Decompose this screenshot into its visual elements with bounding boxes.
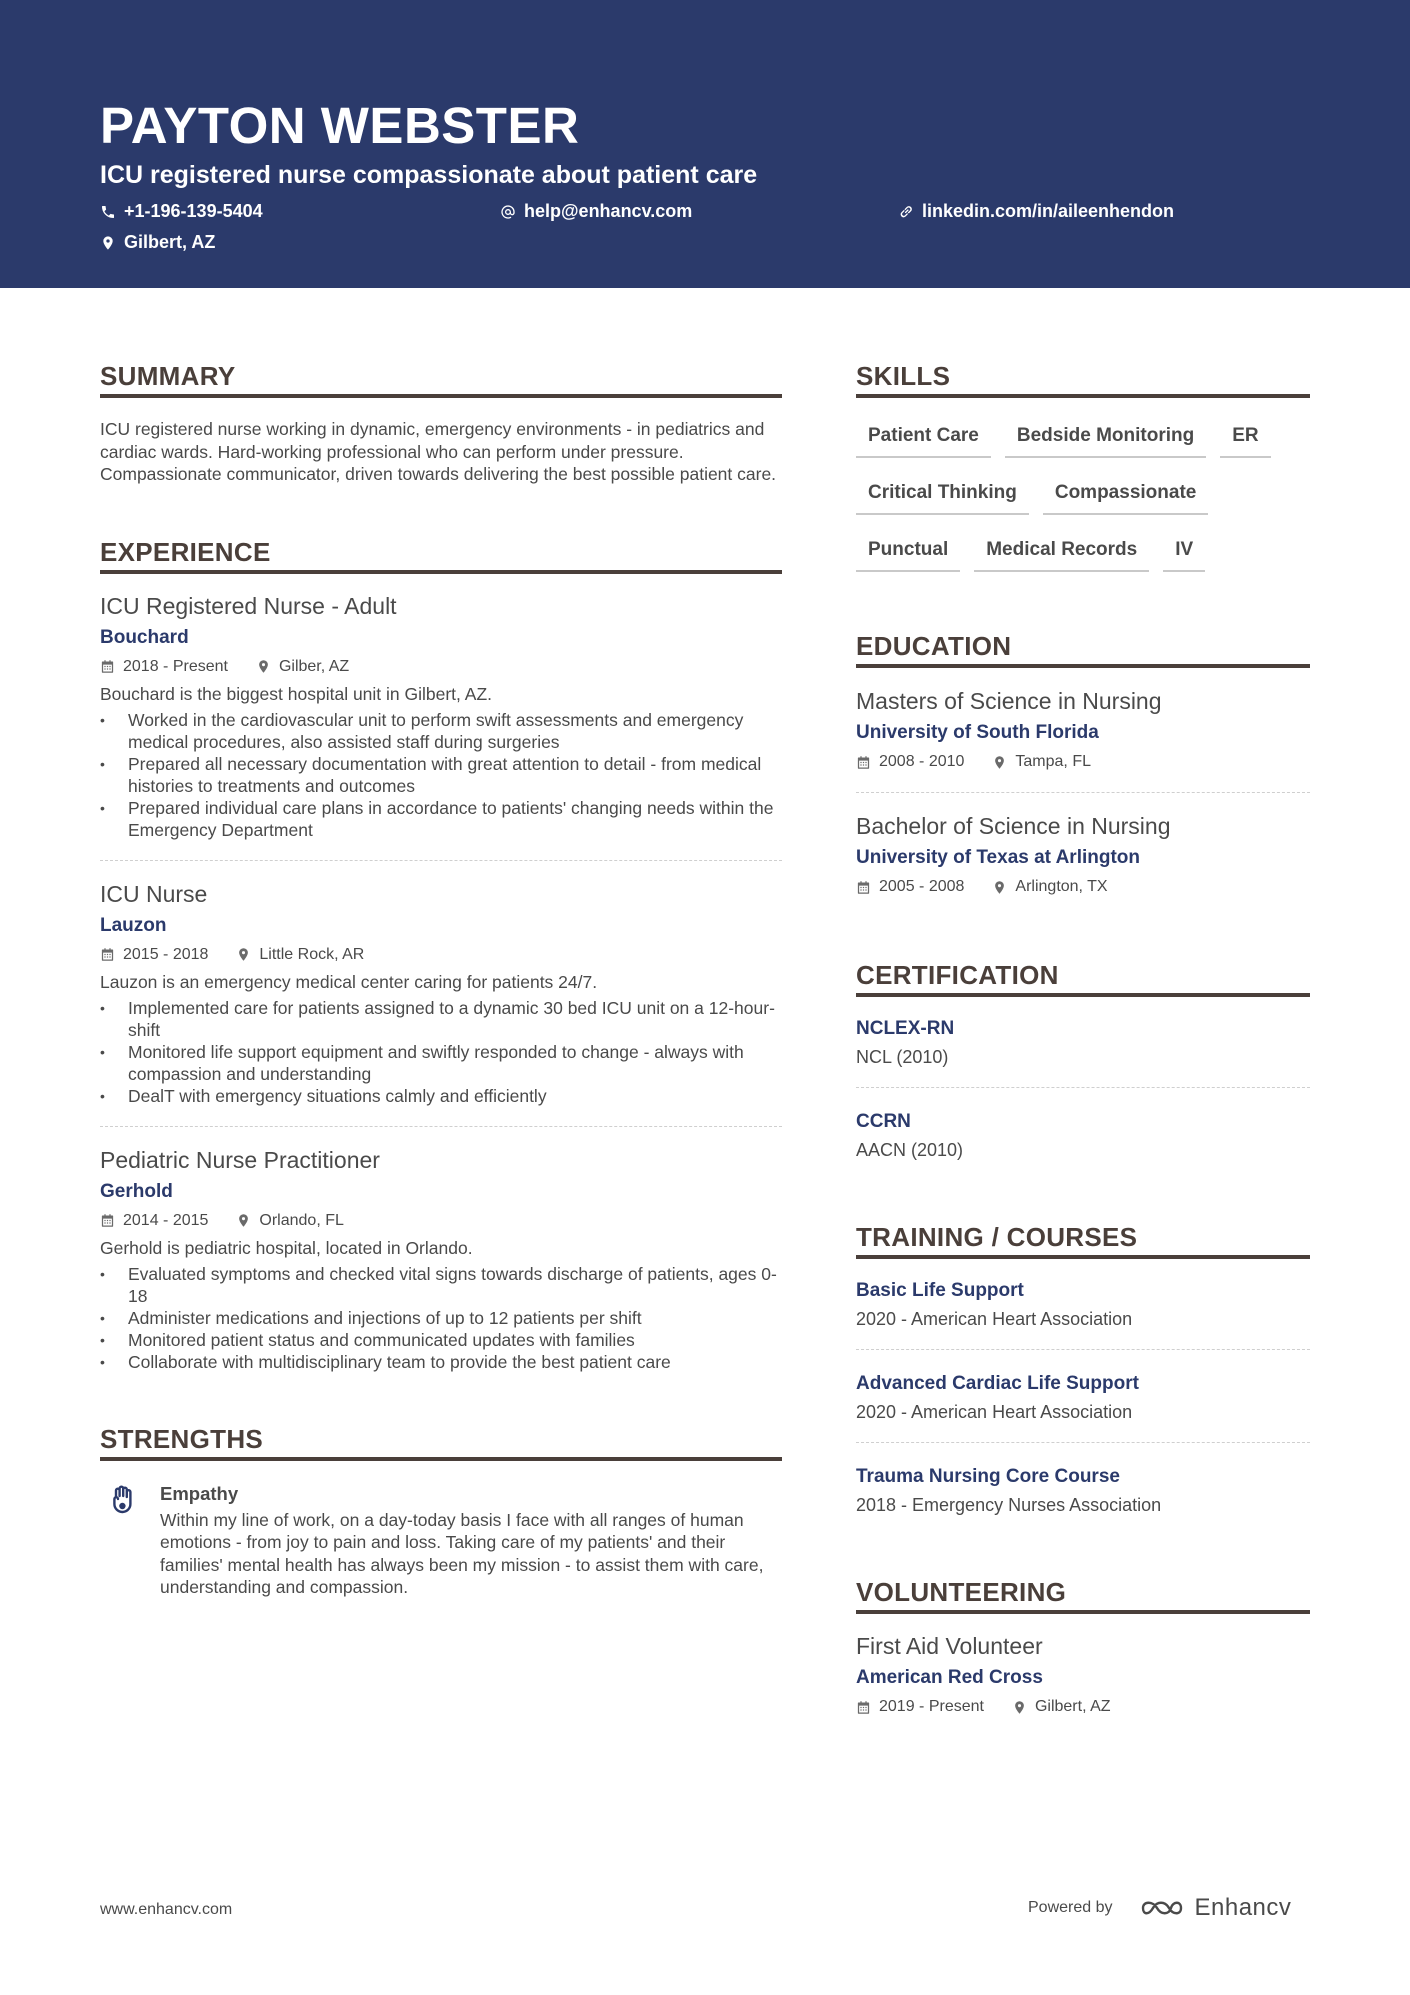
employer-name: Lauzon (100, 914, 167, 936)
job-title: ICU Nurse (100, 880, 208, 907)
volunteer-dates-text: 2019 - Present (879, 1698, 984, 1715)
education-item (856, 812, 1310, 897)
location-pin-icon (236, 947, 251, 962)
divider (856, 792, 1310, 793)
brand-name: Enhancv (1194, 1894, 1292, 1921)
powered-by-label: Powered by (1028, 1899, 1113, 1916)
location-pin-icon (992, 880, 1007, 895)
bullet-item: • Collaborate with multidisciplinary team to provide the best patient care (100, 1351, 782, 1373)
course-name: Advanced Cardiac Life Support (856, 1373, 1139, 1394)
course-provider: 2018 - Emergency Nurses Association (856, 1495, 1162, 1515)
hand-icon (110, 1485, 138, 1517)
location-pin-icon (992, 755, 1007, 770)
strength-title: Empathy (160, 1482, 239, 1504)
summary-text: ICU registered nurse working in dynamic, emergency environments - in pediatrics and cardiac wards. Hard-working professional who can perform under pressure. Compassionate communicator, driven towards delivering the best possible patient care. (100, 419, 777, 484)
job-location-text: Orlando, FL (259, 1211, 344, 1229)
at-icon (500, 204, 516, 220)
training-item (856, 1465, 1310, 1516)
skill-tag: Bedside Monitoring (1005, 424, 1206, 458)
education-location (992, 877, 1107, 897)
location-pin-icon (1012, 1700, 1027, 1715)
job-meta (100, 945, 782, 965)
phone-icon (100, 204, 116, 220)
brand-logo[interactable] (1139, 1894, 1292, 1922)
skill-tag: Punctual (856, 538, 960, 572)
contact-linkedin[interactable] (898, 201, 1174, 222)
skill-tag: Patient Care (856, 424, 991, 458)
education-dates (856, 877, 964, 897)
volunteer-org: American Red Cross (856, 1667, 1043, 1688)
section-title-education: EDUCATION (856, 630, 1310, 668)
job-bullets (100, 997, 782, 1107)
experience-item (100, 880, 782, 1107)
divider (100, 1126, 782, 1127)
skill-tag: Medical Records (974, 538, 1149, 572)
divider (856, 1349, 1310, 1350)
bullet-item: • DealT with emergency situations calmly and efficiently (100, 1085, 782, 1107)
job-location (236, 1211, 343, 1231)
skills-row (856, 481, 1310, 515)
bullet-item: • Prepared individual care plans in accordance to patients' changing needs within the Emergency Department (100, 797, 782, 841)
calendar-icon (856, 1700, 871, 1715)
education-section (856, 630, 1310, 897)
training-item (856, 1372, 1310, 1423)
certification-issuer: AACN (2010) (856, 1140, 964, 1160)
certification-name: NCLEX-RN (856, 1018, 955, 1039)
volunteer-dates (856, 1697, 984, 1717)
job-location-text: Gilber, AZ (278, 657, 350, 675)
skill-tag: Compassionate (1043, 481, 1208, 515)
education-dates (856, 752, 964, 772)
strength-text: Within my line of work, on a day-today basis I face with all ranges of human emotions - from joy to pain and loss. Taking care of my patients' and their families' mental health has always been my mission - to assist them with care, understanding and compassion. (160, 1509, 764, 1597)
certification-issuer: NCL (2010) (856, 1047, 949, 1067)
job-dates (100, 1211, 208, 1231)
job-description: Lauzon is an emergency medical center caring for patients 24/7. (100, 971, 598, 992)
education-location-text: Arlington, TX (1015, 878, 1108, 895)
education-item (856, 687, 1310, 772)
bullet-item: • Implemented care for patients assigned to a dynamic 30 bed ICU unit on a 12-hour-shift (100, 997, 782, 1041)
skills-section (856, 360, 1310, 572)
school-name: University of South Florida (856, 722, 1099, 743)
section-title-summary: SUMMARY (100, 360, 782, 398)
section-title-strengths: STRENGTHS (100, 1423, 782, 1461)
summary-section (100, 360, 782, 486)
section-title-experience: EXPERIENCE (100, 536, 782, 574)
right-column (856, 360, 1310, 1717)
education-meta (856, 877, 1310, 897)
skills-row (856, 538, 1310, 572)
contact-phone (100, 201, 263, 222)
job-location (236, 945, 364, 965)
strength-item (100, 1483, 782, 1599)
calendar-icon (856, 880, 871, 895)
section-title-training: TRAINING / COURSES (856, 1221, 1310, 1259)
bullet-item: • Evaluated symptoms and checked vital signs towards discharge of patients, ages 0-18 (100, 1263, 782, 1307)
enhancv-logo-icon (1139, 1896, 1185, 1920)
job-bullets (100, 1263, 782, 1373)
volunteer-meta (856, 1697, 1310, 1717)
job-title: Pediatric Nurse Practitioner (100, 1146, 380, 1173)
degree-title: Masters of Science in Nursing (856, 688, 1162, 714)
volunteering-section (856, 1576, 1310, 1717)
certification-name: CCRN (856, 1111, 911, 1132)
section-title-skills: SKILLS (856, 360, 1310, 398)
experience-section (100, 536, 782, 1373)
candidate-tagline: ICU registered nurse compassionate about patient care (100, 161, 758, 189)
volunteer-location-text: Gilbert, AZ (1034, 1698, 1111, 1715)
footer-website[interactable]: www.enhancv.com (100, 1901, 233, 1918)
skills-list (856, 424, 1310, 572)
location-text: Gilbert, AZ (124, 232, 216, 252)
calendar-icon (100, 1213, 115, 1228)
training-section (856, 1221, 1310, 1516)
job-description: Gerhold is pediatric hospital, located in Orlando. (100, 1237, 473, 1258)
strengths-section (100, 1423, 782, 1599)
skill-tag: IV (1163, 538, 1205, 572)
course-provider: 2020 - American Heart Association (856, 1309, 1133, 1329)
education-dates-text: 2008 - 2010 (879, 753, 965, 770)
skills-row (856, 424, 1310, 458)
bullet-item: • Prepared all necessary documentation with great attention to detail - from medical histories to treatments and outcomes (100, 753, 782, 797)
job-dates (100, 657, 228, 677)
bullet-item: • Worked in the cardiovascular unit to perform swift assessments and emergency medical procedures, also assisted staff during surgeries (100, 709, 782, 753)
course-name: Trauma Nursing Core Course (856, 1466, 1120, 1487)
bullet-item: • Administer medications and injections of up to 12 patients per shift (100, 1307, 782, 1329)
email-text: help@enhancv.com (524, 201, 693, 221)
location-pin-icon (100, 235, 116, 251)
bullet-item: • Monitored patient status and communicated updates with families (100, 1329, 782, 1351)
job-meta (100, 657, 782, 677)
divider (856, 1442, 1310, 1443)
volunteering-item (856, 1632, 1310, 1717)
education-dates-text: 2005 - 2008 (879, 878, 965, 895)
section-title-volunteering: VOLUNTEERING (856, 1576, 1310, 1614)
calendar-icon (856, 755, 871, 770)
volunteer-role: First Aid Volunteer (856, 1633, 1043, 1659)
employer-name: Bouchard (100, 626, 189, 648)
link-icon (898, 204, 914, 220)
job-bullets (100, 709, 782, 841)
phone-text: +1-196-139-5404 (124, 201, 263, 221)
candidate-name: PAYTON WEBSTER (100, 97, 580, 154)
divider (100, 860, 782, 861)
training-item (856, 1279, 1310, 1330)
education-meta (856, 752, 1310, 772)
job-location-text: Little Rock, AR (259, 945, 365, 963)
calendar-icon (100, 659, 115, 674)
education-location-text: Tampa, FL (1015, 753, 1091, 770)
experience-item (100, 1146, 782, 1373)
resume-header (0, 0, 1410, 288)
job-meta (100, 1211, 782, 1231)
job-dates-text: 2018 - Present (123, 657, 228, 675)
bullet-item: • Monitored life support equipment and swiftly responded to change - always with compassion and understanding (100, 1041, 782, 1085)
certification-item (856, 1110, 1310, 1161)
contact-email[interactable] (500, 201, 692, 222)
certification-item (856, 1017, 1310, 1068)
job-location (256, 657, 349, 677)
school-name: University of Texas at Arlington (856, 847, 1140, 868)
section-title-certification: CERTIFICATION (856, 959, 1310, 997)
skill-tag: Critical Thinking (856, 481, 1029, 515)
job-dates-text: 2015 - 2018 (123, 945, 209, 963)
experience-item (100, 592, 782, 841)
job-title: ICU Registered Nurse - Adult (100, 592, 397, 619)
job-dates (100, 945, 208, 965)
calendar-icon (100, 947, 115, 962)
linkedin-text: linkedin.com/in/aileenhendon (922, 201, 1175, 221)
education-location (992, 752, 1091, 772)
left-column (100, 360, 782, 1599)
job-dates-text: 2014 - 2015 (123, 1211, 209, 1229)
contact-location (100, 232, 215, 253)
job-description: Bouchard is the biggest hospital unit in Gilbert, AZ. (100, 683, 493, 704)
course-name: Basic Life Support (856, 1280, 1024, 1301)
divider (856, 1087, 1310, 1088)
employer-name: Gerhold (100, 1180, 173, 1202)
degree-title: Bachelor of Science in Nursing (856, 813, 1171, 839)
certification-section (856, 959, 1310, 1161)
course-provider: 2020 - American Heart Association (856, 1402, 1133, 1422)
footer-branding (1028, 1894, 1291, 1922)
location-pin-icon (256, 659, 271, 674)
skill-tag: ER (1220, 424, 1270, 458)
volunteer-location (1012, 1697, 1111, 1717)
location-pin-icon (236, 1213, 251, 1228)
